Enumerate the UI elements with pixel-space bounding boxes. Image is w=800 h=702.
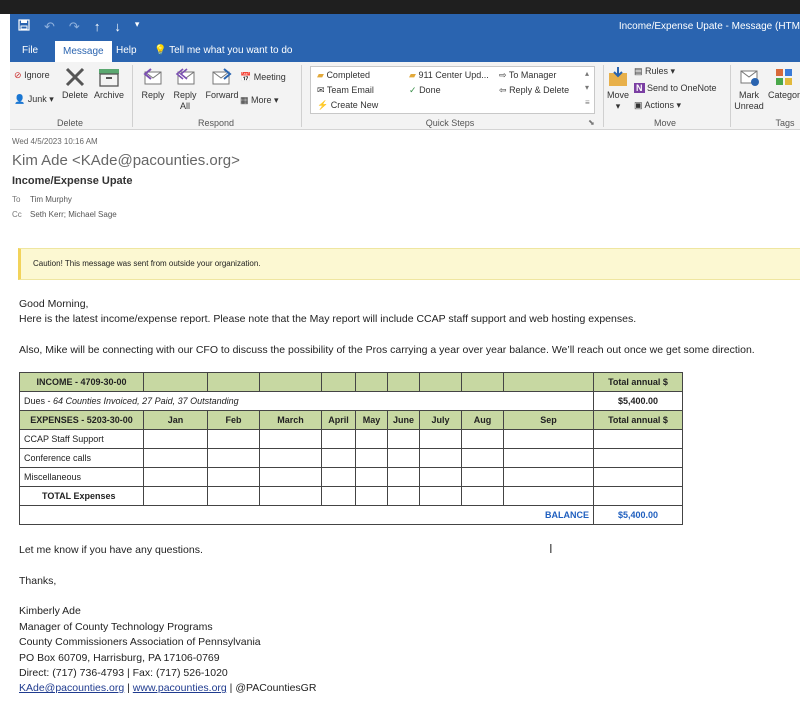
checkmark-icon: ✓ <box>409 85 417 95</box>
expense-row-label: Conference calls <box>20 449 144 468</box>
respond-group-label: Respond <box>197 118 235 128</box>
title-bar <box>10 14 800 40</box>
move-label: Move <box>606 90 629 100</box>
quickstep-reply-delete[interactable] <box>499 85 569 96</box>
month-header: Aug <box>462 411 504 430</box>
quickstep-team-email[interactable] <box>317 85 374 96</box>
save-icon[interactable] <box>18 19 30 35</box>
quickstep-done-label: Done <box>419 85 441 95</box>
signature-links <box>19 682 316 694</box>
screen-top-bar <box>0 0 800 14</box>
junk-button[interactable]: 👤 Junk ▾ <box>14 94 54 104</box>
ignore-label: Ignore <box>24 70 50 80</box>
next-item-icon[interactable]: ↓ <box>114 19 121 34</box>
reply-all-label-2: All <box>179 101 190 111</box>
rules-button[interactable]: ▤ Rules ▾ <box>634 66 676 76</box>
window-title: Income/Expense Upate - Message (HTM <box>618 21 800 32</box>
month-header: March <box>260 411 322 430</box>
income-expense-table <box>19 372 683 525</box>
message-pane <box>0 131 800 702</box>
quickstep-expand-icon[interactable]: ≡ <box>585 98 590 107</box>
signature-title: Manager of County Technology Programs <box>19 621 213 633</box>
mark-unread-label-2: Unread <box>734 101 764 111</box>
actions-icon: ▣ <box>634 100 643 110</box>
month-header: Jan <box>144 411 208 430</box>
customize-toolbar-icon[interactable]: ▾ <box>134 19 140 29</box>
redo-icon[interactable]: ↷ <box>68 19 80 34</box>
expense-row-label: Miscellaneous <box>20 468 144 487</box>
balance-row <box>20 506 683 525</box>
ribbon-tabs <box>10 40 800 62</box>
categorize-icon <box>773 66 795 88</box>
more-icon: ▦ <box>240 95 249 105</box>
income-header: INCOME - 4709-30-00 <box>20 373 144 392</box>
table-row <box>20 430 683 449</box>
month-header: July <box>420 411 462 430</box>
month-header: May <box>356 411 388 430</box>
more-respond-button[interactable]: ▦ More ▾ <box>240 95 279 105</box>
month-header: June <box>388 411 420 430</box>
signature-org: County Commissioners Association of Pennsylvania <box>19 636 261 648</box>
quickstep-team-email-label: Team Email <box>326 85 374 95</box>
month-header: April <box>322 411 356 430</box>
reply-icon <box>141 66 165 88</box>
thanks-line: Thanks, <box>19 575 57 587</box>
cc-recipients[interactable]: Seth Kerr; Michael Sage <box>30 210 117 219</box>
reply-all-icon <box>173 66 197 88</box>
quick-access-toolbar <box>18 19 139 35</box>
ignore-icon: ⊘ <box>14 70 22 80</box>
actions-label: Actions <box>644 100 675 110</box>
ignore-button[interactable] <box>14 70 50 81</box>
forward-button[interactable] <box>204 66 240 101</box>
to-label: To <box>12 195 21 204</box>
signature-twitter: @PACountiesGR <box>235 682 317 694</box>
closing-line: Let me know if you have any questions. <box>19 544 203 556</box>
tab-file[interactable]: File <box>22 45 39 56</box>
categorize-label: Categor <box>768 90 800 100</box>
delete-x-icon <box>64 66 86 88</box>
meeting-label: Meeting <box>253 72 286 82</box>
previous-item-icon[interactable]: ↑ <box>93 19 101 34</box>
tab-message[interactable]: Message <box>54 40 113 62</box>
move-button[interactable]: Move ▾ <box>606 66 630 112</box>
delete-label: Delete <box>61 90 88 100</box>
message-sender[interactable]: Kim Ade <KAde@pacounties.org> <box>12 152 240 169</box>
reply-icon: ⇦ <box>499 85 507 95</box>
dues-note: 64 Counties Invoiced, 27 Paid, 37 Outstanding <box>53 396 239 406</box>
reply-all-label-1: Reply <box>173 90 197 100</box>
message-subject: Income/Expense Upate <box>12 175 133 187</box>
group-separator <box>132 65 133 127</box>
signature-name: Kimberly Ade <box>19 605 81 617</box>
email-icon: ✉ <box>317 85 325 95</box>
reply-label: Reply <box>141 90 165 100</box>
balance-label: BALANCE <box>20 506 594 525</box>
archive-button[interactable] <box>92 66 126 101</box>
to-line <box>12 195 72 204</box>
quickstep-create-new-label: Create New <box>330 100 379 110</box>
meeting-button[interactable] <box>240 72 286 83</box>
signature-address: PO Box 60709, Harrisburg, PA 17106-0769 <box>19 652 220 664</box>
rules-label: Rules <box>645 66 669 76</box>
move-folder-icon <box>607 66 629 88</box>
quick-steps-gallery <box>310 66 595 114</box>
to-recipients[interactable]: Tim Murphy <box>30 195 72 204</box>
body-line-1: Here is the latest income/expense report. Please note that the May report will include CCAP staff support and web hosting expenses. <box>19 313 637 325</box>
signature-separator: | <box>124 682 133 694</box>
external-caution-banner: Caution! This message was sent from outside your organization. <box>18 248 800 280</box>
reply-all-button[interactable] <box>170 66 200 112</box>
more-label: More <box>251 95 272 105</box>
mark-unread-icon <box>738 66 760 88</box>
archive-label: Archive <box>93 90 124 100</box>
income-total-annual-header: Total annual $ <box>594 373 683 392</box>
mark-unread-label-1: Mark <box>739 90 759 100</box>
onenote-icon: N <box>636 83 643 93</box>
undo-icon[interactable]: ↶ <box>44 19 55 34</box>
message-date: Wed 4/5/2023 10:16 AM <box>12 137 98 146</box>
dues-cell <box>20 392 594 411</box>
quickstep-911-label: 911 Center Upd... <box>418 70 489 80</box>
table-row <box>20 468 683 487</box>
dues-total: $5,400.00 <box>594 392 683 411</box>
quickstep-completed-label: Completed <box>326 70 370 80</box>
group-separator <box>603 65 604 127</box>
signature-phone: Direct: (717) 736-4793 | Fax: (717) 526-1020 <box>19 667 228 679</box>
junk-label: Junk <box>27 94 47 104</box>
junk-icon: 👤 <box>14 94 26 104</box>
quickstep-completed[interactable] <box>317 70 370 81</box>
quickstep-scroll-down-icon[interactable]: ▾ <box>585 83 590 92</box>
tell-me-search[interactable] <box>146 40 300 62</box>
signature-email-link[interactable]: KAde@pacounties.org <box>19 682 125 694</box>
quickstep-to-manager-label: To Manager <box>508 70 557 80</box>
folder-icon: ▰ <box>409 70 416 80</box>
rules-icon: ▤ <box>634 66 643 76</box>
lightbulb-icon: 💡 <box>154 45 167 56</box>
folder-icon: ▰ <box>317 70 324 80</box>
group-separator <box>730 65 731 127</box>
categorize-button[interactable] <box>768 66 800 101</box>
quickstep-scroll-up-icon[interactable]: ▴ <box>585 69 590 78</box>
total-expenses-row <box>20 487 683 506</box>
quickstep-create-new[interactable] <box>317 100 378 111</box>
delete-group-label: Delete <box>56 118 83 128</box>
quick-steps-launcher-icon[interactable]: ⬊ <box>588 118 595 127</box>
move-group-label: Move <box>653 118 676 128</box>
archive-icon <box>97 66 121 88</box>
cc-line <box>12 210 117 219</box>
lightning-icon: ⚡ <box>317 100 329 110</box>
expenses-header-row <box>20 411 683 430</box>
balance-value: $5,400.00 <box>594 506 683 525</box>
tell-me-label: Tell me what you want to do <box>169 45 293 56</box>
table-row <box>20 449 683 468</box>
group-separator <box>301 65 302 127</box>
forward-label: Forward <box>205 90 239 100</box>
month-header: Sep <box>504 411 594 430</box>
signature-separator: | <box>226 682 236 694</box>
onenote-label: Send to OneNote <box>647 83 717 93</box>
tags-group-label: Tags <box>775 118 795 128</box>
greeting: Good Morning, <box>19 298 89 310</box>
expense-row-label: CCAP Staff Support <box>20 430 144 449</box>
dues-row <box>20 392 683 411</box>
expenses-total-annual-header: Total annual $ <box>594 411 683 430</box>
quick-steps-group-label: Quick Steps <box>425 118 475 128</box>
quickstep-done[interactable] <box>409 85 441 96</box>
ribbon <box>10 62 800 130</box>
send-to-onenote-button[interactable] <box>634 83 717 93</box>
body-line-2: Also, Mike will be connecting with our CFO to discuss the possibility of the Pros carrying a year over year balance. We’ll reach out once we get some direction. <box>19 344 755 356</box>
month-header: Feb <box>208 411 260 430</box>
signature-website-link[interactable]: www.pacounties.org <box>132 682 227 694</box>
cc-label: Cc <box>12 210 22 219</box>
dues-label: Dues - <box>24 396 54 406</box>
quickstep-to-manager[interactable] <box>499 70 556 81</box>
tab-help[interactable]: Help <box>116 45 137 56</box>
delete-button[interactable] <box>60 66 90 101</box>
quickstep-reply-delete-label: Reply & Delete <box>509 85 570 95</box>
quickstep-911[interactable] <box>409 70 489 81</box>
reply-button[interactable] <box>138 66 168 101</box>
expenses-header: EXPENSES - 5203-30-00 <box>20 411 144 430</box>
income-header-row <box>20 373 683 392</box>
text-cursor-icon: I <box>549 541 553 556</box>
actions-button[interactable]: ▣ Actions ▾ <box>634 100 682 110</box>
forward-icon <box>210 66 234 88</box>
mark-unread-button[interactable] <box>734 66 764 112</box>
calendar-icon: 📅 <box>240 72 252 82</box>
forward-icon: ⇨ <box>499 70 507 80</box>
total-expenses-label: TOTAL Expenses <box>20 487 144 506</box>
